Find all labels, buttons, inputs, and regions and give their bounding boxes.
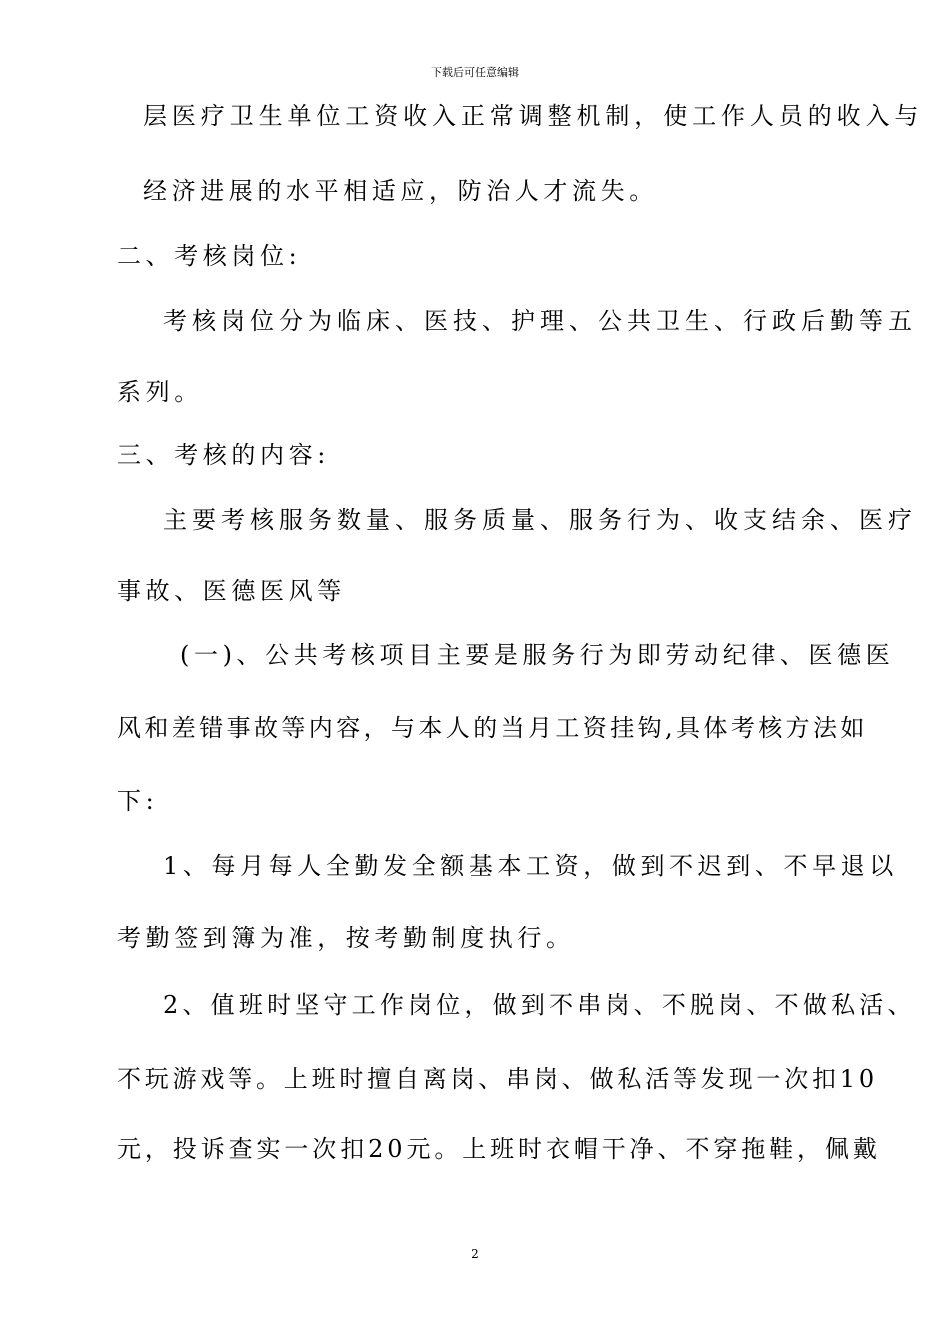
text-line: (一)、公共考核项目主要是服务行为即劳动纪律、医德医 [180,641,895,669]
text-line: 事故、医德医风等 [117,577,346,605]
text-line: 1、每月每人全勤发全额基本工资，做到不迟到、不早退以 [163,852,898,880]
section-heading: 三、考核的内容: [117,441,330,469]
text-line: 经济进展的水平相适应，防治人才流失。 [143,177,658,205]
text-line: 2、值班时坚守工作岗位，做到不串岗、不脱岗、不做私活、 [163,991,916,1019]
text-line: 考勤签到簿为准，按考勤制度执行。 [117,924,575,952]
text-line: 主要考核服务数量、服务质量、服务行为、收支结余、医疗 [163,506,917,534]
page-number: 2 [471,1247,479,1261]
text-line: 层医疗卫生单位工资收入正常调整机制，使工作人员的收入与 [143,102,924,130]
page-header: 下载后可任意编辑 [431,66,519,79]
text-line: 考核岗位分为临床、医技、护理、公共卫生、行政后勤等五 [163,307,917,335]
text-line: 风和差错事故等内容，与本人的当月工资挂钩,具体考核方法如 [117,714,868,742]
text-line: 不玩游戏等。上班时擅自离岗、串岗、做私活等发现一次扣10 [117,1065,878,1093]
text-line: 下: [117,787,159,815]
text-line: 系列。 [117,378,203,406]
section-heading: 二、考核岗位: [117,242,302,270]
text-line: 元，投诉查实一次扣20元。上班时衣帽干净、不穿拖鞋，佩戴 [117,1135,881,1163]
